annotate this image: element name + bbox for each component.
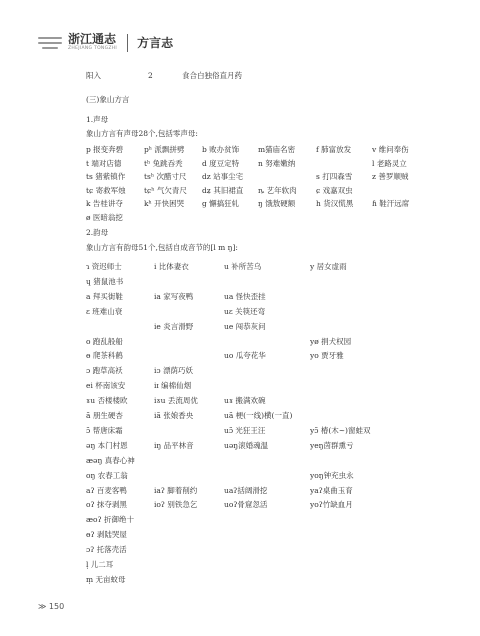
initial-cell: v 维问奉伤 [372, 145, 409, 154]
page-header [38, 33, 173, 52]
initial-cell: ɕ 戏嘉双虫 [316, 185, 353, 195]
initial-cell: tɕʰ 气欠青尺 [144, 185, 187, 195]
final-cell: oŋ 农春工翁 [86, 470, 128, 480]
final-cell: ɔʔ 托落壳活 [86, 545, 127, 555]
final-cell: o 跑乱般船 [86, 336, 123, 346]
final-cell: yø 捐犬权园 [310, 336, 352, 346]
final-cell: æoʔ 折御绝十 [86, 515, 134, 525]
initial-cell: f 肺富放发 [316, 145, 352, 154]
final-cell: i 比体妻衣 [154, 262, 189, 271]
logo-icon [38, 35, 62, 51]
initial-cell: d 度豆定特 [202, 158, 240, 168]
initial-cell: pʰ 派飘拼劈 [144, 145, 185, 154]
final-cell: ã 朋生硬杏 [86, 411, 123, 420]
final-cell: iɪ 编棉仙烟 [154, 381, 192, 391]
final-cell: əŋ 本门村恩 [86, 440, 128, 450]
final-cell: yo 贾牙雅 [310, 351, 344, 361]
final-cell: yoŋ钟充虫永 [310, 470, 354, 480]
brand-subtitle: ZHEJIANG TONGZHI [68, 46, 118, 51]
final-cell: m̩ 无亩蚊母 [86, 574, 126, 584]
final-cell: yaʔ桌曲玉育 [310, 485, 353, 495]
final-cell: uəŋ滚婚魂温 [224, 440, 269, 450]
final-cell: uɔ̃ 光狂王汪 [224, 425, 266, 435]
final-cell: iŋ 品平林音 [154, 440, 194, 450]
final-cell: ɔ 跑草高袄 [86, 366, 123, 376]
final-cell: ɵ 爬茶科鹤 [86, 351, 123, 361]
initial-cell: h 货汉慌黑 [316, 199, 354, 209]
brand [68, 33, 117, 52]
final-cell: oʔ 抹夺剥黑 [86, 500, 127, 510]
final-cell: yoʔ竹缺血月 [310, 500, 353, 510]
initial-cell: s 打四森雪 [316, 172, 353, 182]
final-cell: uaʔ括阔滑挖 [224, 485, 268, 495]
final-cell: uã 梗(一线)横(一直) [224, 411, 293, 420]
final-cell: iɔ 漂荫巧妖 [154, 366, 193, 376]
initials-intro: 象山方言有声母28个,包括零声母: [86, 129, 198, 138]
final-cell: uo 瓜夸花华 [224, 351, 266, 361]
final-cell: yɔ̃ 椿(木~)窗蛙双 [310, 425, 371, 435]
initial-cell: tʰ 兔跳吞秃 [144, 158, 183, 168]
final-cell: ia 家写夜鸭 [154, 291, 194, 301]
section-title: 方言志 [137, 36, 174, 50]
final-cell: l̩ 儿二耳 [86, 560, 114, 569]
final-cell: aʔ 百麦客鸭 [86, 485, 127, 495]
final-cell: ue 闯恭灰问 [224, 321, 266, 331]
final-cell: uoʔ骨窟忽活 [224, 500, 268, 510]
final-cell: iaʔ 脚着削约 [154, 485, 198, 495]
final-cell: uɛ 关筷还弯 [224, 306, 266, 316]
final-cell: ioʔ 别铁急乞 [154, 500, 198, 510]
final-cell: yeŋ茵群熏亏 [310, 440, 354, 450]
final-cell: ɵʔ 剥陆哭屋 [86, 530, 127, 540]
subsection-title: (三)象山方言 [86, 95, 130, 104]
initial-cell: ȵ 艺年软肉 [258, 185, 297, 195]
initial-cell: p 报变奔碧 [86, 145, 124, 154]
initial-cell: m猫庙名密 [258, 145, 296, 154]
final-cell: uɤ 搬满欢碗 [224, 396, 266, 406]
final-cell: æəŋ 真春心神 [86, 455, 135, 465]
final-cell: iɤu 丢流周优 [154, 396, 198, 406]
initial-cell: ɦ 鞋汗远席 [372, 199, 410, 209]
final-cell: ua 怪快歪挂 [224, 291, 266, 301]
initial-cell: z 善罗顺贼 [372, 172, 409, 182]
initial-cell: g 懈搞狂轧 [202, 199, 240, 209]
header-divider [127, 34, 128, 52]
initial-cell: kʰ 开快困哭 [144, 199, 185, 209]
final-cell: ɥ 猪鼠池书 [86, 276, 124, 286]
initial-cell: tsʰ 次醋寸尺 [144, 172, 187, 182]
initial-cell: dʑ 其旧裙直 [202, 185, 244, 195]
final-cell: y 居女虚雨 [310, 262, 347, 271]
final-cell: a 拜买街鞋 [86, 291, 123, 301]
initial-cell: n 努难嫩纳 [258, 158, 296, 168]
initial-cell: dz 站事尘宅 [202, 172, 244, 182]
brand-title: 浙江通志 [68, 32, 117, 46]
initial-cell: ŋ 饿敖硬额 [258, 199, 296, 209]
initial-cell: tɕ 寄救军烛 [86, 185, 126, 195]
page-number: ≫ 150 [38, 602, 65, 611]
initial-cell: ø 医暗翁挖 [86, 213, 123, 222]
finals-heading: 2.韵母 [86, 228, 109, 237]
final-cell: ei 杯南该安 [86, 381, 126, 391]
final-cell: u 补所苦乌 [224, 262, 262, 271]
initial-cell: k 告桂讲夺 [86, 199, 123, 209]
initials-heading: 1.声母 [86, 115, 109, 124]
final-cell: ɛ 班难山衰 [86, 306, 123, 316]
finals-intro: 象山方言有韵母51个,包括自成音节的[l m ŋ]: [86, 243, 238, 252]
tone-number: 2 [148, 71, 153, 80]
final-cell: iã 张娘香央 [154, 411, 194, 420]
final-cell: ɤu 否楼楼欧 [86, 396, 128, 406]
final-cell: ɿ 资迟师士 [86, 262, 122, 271]
initial-cell: l 老路灵立 [372, 158, 407, 168]
initial-cell: t 端对店德 [86, 158, 122, 168]
initial-cell: ts 猪紫镇作 [86, 172, 126, 182]
final-cell: ie 炎言滑野 [154, 321, 194, 331]
initial-cell: b 败办贫饰 [202, 145, 240, 154]
tone-examples: 食合白独俗直月药 [182, 71, 242, 80]
tone-name: 阳入 [86, 71, 101, 80]
final-cell: ɔ̃ 帮唐床霜 [86, 425, 123, 435]
